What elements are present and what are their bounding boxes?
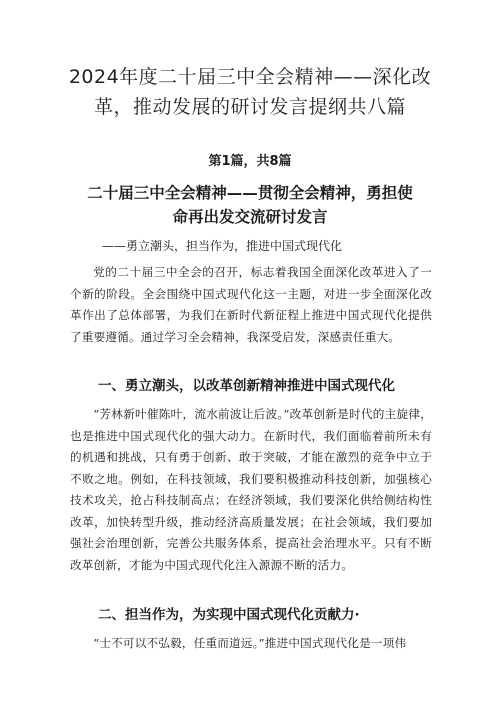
- section-heading-1: 一、勇立潮头，以改革创新精神推进中国式现代化: [98, 378, 395, 394]
- article-subtitle: ——勇立潮头，担当作为，推进中国式现代化: [102, 239, 343, 253]
- paragraph-section-1: “芳林新叶催陈叶，流水前波让后波。”改革创新是时代的主旋律，也是推进中国式现代化的强大动力。在新时代，我们面临着前所未有的机遇和挑战，只有勇于创新、敢于突破，才能在激烈的竞争中立于不败之地。例如，在科技领域，我们要积极推动科技创新，加强核心技术攻关，抢占科技制高点；在经济领域，我们要深化供给侧结构性改革，加快转型升级，推动经济高质量发展；在社会领域，我们要加强社会治理创新，完善公共服务体系，提高社会治理水平。只有不断改革创新，才能为中国式现代化注入源源不断的活力。: [70, 407, 432, 572]
- section-heading-2: 二、担当作为，为实现中国式现代化贡献力·: [98, 607, 360, 623]
- document-title: 2024年度二十届三中全会精神——深化改革，推动发展的研讨发言提纲共八篇: [68, 66, 432, 118]
- paragraph-intro: 党的二十届三中全会的召开，标志着我国全面深化改革进入了一个新的阶段。全会围绕中国式现代化这一主题，对进一步全面深化改革作出了总体部署，为我们在新时代新征程上推进中国式现代化提供了重要遵循。通过学习全会精神，我深受启发，深感责任重大。: [70, 265, 432, 344]
- part-label: 第1篇，共8篇: [208, 154, 292, 169]
- paragraph-section-2: “士不可以不弘毅，任重而道远。”推进中国式现代化是一项伟: [93, 636, 407, 650]
- article-title: 二十届三中全会精神——贯彻全会精神，勇担使命再出发交流研讨发言: [87, 184, 413, 226]
